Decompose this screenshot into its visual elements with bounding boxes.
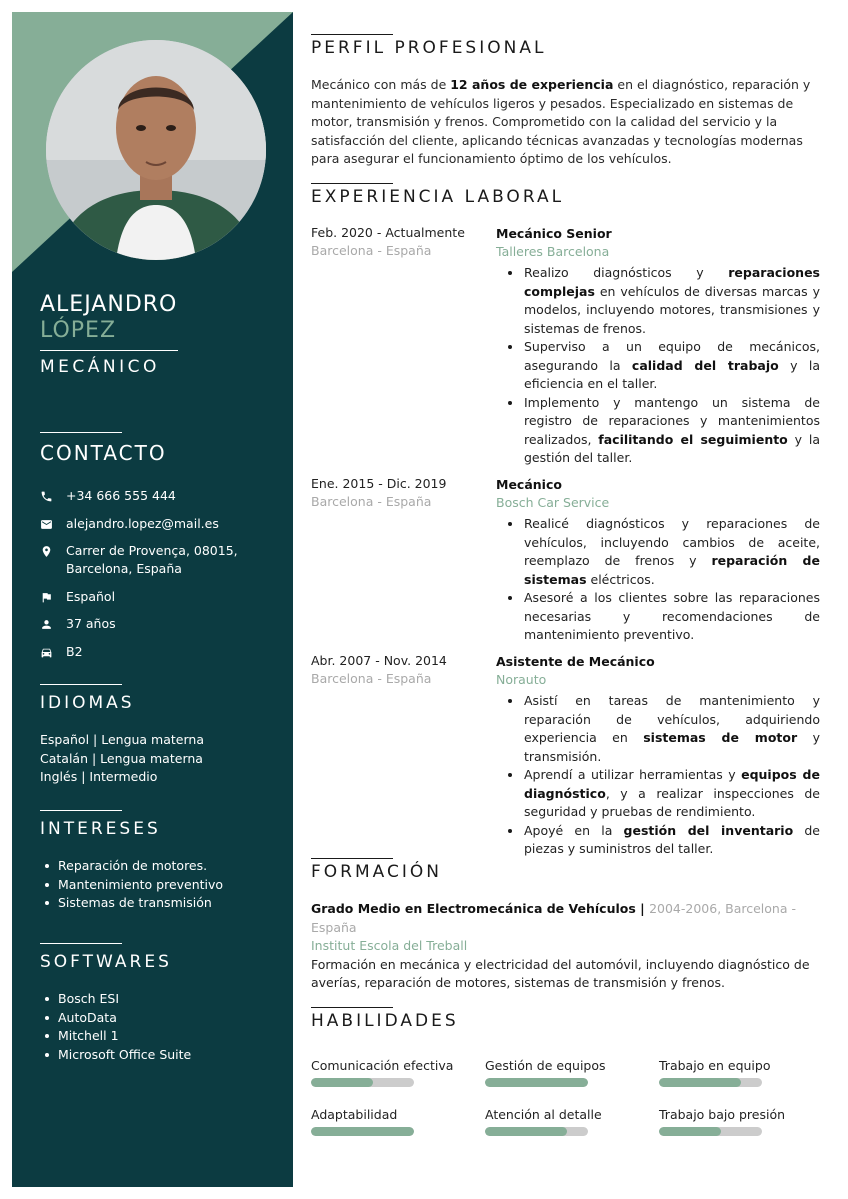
skill-item xyxy=(311,1107,471,1136)
contact-section xyxy=(40,432,285,670)
skill-label: Atención al detalle xyxy=(485,1107,602,1122)
contact-age xyxy=(40,615,285,633)
section-divider xyxy=(40,810,122,811)
first-name: ALEJANDRO xyxy=(40,292,178,317)
phone-icon xyxy=(40,487,66,503)
experience-title: EXPERIENCIA LABORAL xyxy=(311,187,565,207)
section-divider xyxy=(311,183,393,184)
job-bullet: Realicé diagnósticos y reparaciones de vehículos, incluyendo cambios de aceite, reemplazo de frenos y reparación de sistemas eléctricos. xyxy=(496,515,820,589)
education-date-location: 2004-2006, Barcelona - España xyxy=(311,901,796,935)
job-bullet: Apoyé en la gestión del inventario de piezas y suministros del taller. xyxy=(496,822,820,859)
interest-item: Mantenimiento preventivo xyxy=(40,876,285,895)
skill-item xyxy=(485,1107,645,1136)
job-location: Barcelona - España xyxy=(311,243,432,258)
skill-bar-track xyxy=(659,1078,762,1087)
education-title: FORMACIÓN xyxy=(311,862,442,882)
section-divider xyxy=(40,684,122,685)
software-item: Microsoft Office Suite xyxy=(40,1046,285,1065)
job-title: Mecánico xyxy=(496,477,562,492)
profile-title: PERFIL PROFESIONAL xyxy=(311,38,547,58)
school-name: Institut Escola del Treball xyxy=(311,938,468,953)
job-location: Barcelona - España xyxy=(311,671,432,686)
location-pin-icon xyxy=(40,542,66,558)
skill-bar-fill xyxy=(311,1127,414,1136)
degree-separator: | xyxy=(635,901,650,916)
contact-license xyxy=(40,643,285,661)
skill-bar-fill xyxy=(659,1127,721,1136)
software-title: SOFTWARES xyxy=(40,952,172,972)
sidebar xyxy=(12,12,293,1187)
skills-title: HABILIDADES xyxy=(311,1011,459,1031)
software-item: AutoData xyxy=(40,1009,285,1028)
job-bullet: Implemento y mantengo un sistema de registro de reparaciones y mantenimientos realizados, facilitando el seguimiento y la gestión del taller. xyxy=(496,394,820,468)
education-description: Formación en mecánica y electricidad del automóvil, incluyendo diagnóstico de averías, reparación de motores, sistemas de transmisión y frenos. xyxy=(311,956,810,990)
name-block xyxy=(40,292,280,377)
person-icon xyxy=(40,615,66,631)
skill-bar-fill xyxy=(311,1078,373,1087)
section-divider xyxy=(311,1007,393,1008)
skill-bar-track xyxy=(485,1127,588,1136)
language-item: Inglés | Intermedio xyxy=(40,769,158,785)
job-company: Bosch Car Service xyxy=(496,495,610,510)
profile-text: Mecánico con más de xyxy=(311,77,451,92)
job-bullet: Asistí en tareas de mantenimiento y reparación de vehículos, adquiriendo experiencia en sistemas de motor y transmisión. xyxy=(496,692,820,766)
degree-name: Grado Medio en Electromecánica de Vehículos xyxy=(311,901,636,916)
license-text: B2 xyxy=(66,643,83,659)
skill-item xyxy=(659,1058,819,1087)
skill-item xyxy=(311,1058,471,1087)
skill-bar-fill xyxy=(659,1078,741,1087)
languages-section xyxy=(40,684,285,787)
interests-section xyxy=(40,810,285,913)
email-text: alejandro.lopez@mail.es xyxy=(66,515,219,531)
job-bullet: Realizo diagnósticos y reparaciones complejas en vehículos de diversas marcas y modelos, incluyendo motores, transmisiones y sistemas de frenos. xyxy=(496,264,820,338)
software-section xyxy=(40,943,285,1065)
job-date: Feb. 2020 - Actualmente xyxy=(311,225,465,240)
software-item: Mitchell 1 xyxy=(40,1027,285,1046)
language-item: Catalán | Lengua materna xyxy=(40,750,203,766)
job-location: Barcelona - España xyxy=(311,494,432,509)
skill-bar-fill xyxy=(485,1127,567,1136)
skill-bar-track xyxy=(485,1078,588,1087)
job-bullet: Aprendí a utilizar herramientas y equipos de diagnóstico, y a realizar inspecciones de seguridad y pruebas de rendimiento. xyxy=(496,766,820,822)
interest-item: Reparación de motores. xyxy=(40,857,285,876)
job-company: Talleres Barcelona xyxy=(496,244,610,259)
address-text: Carrer de Provença, 08015, Barcelona, España xyxy=(66,543,238,576)
job-role: MECÁNICO xyxy=(40,357,160,377)
car-icon xyxy=(40,643,66,659)
languages-title: IDIOMAS xyxy=(40,693,135,713)
job-company: Norauto xyxy=(496,672,547,687)
job-date: Abr. 2007 - Nov. 2014 xyxy=(311,653,447,668)
profile-photo xyxy=(46,40,266,260)
interest-item: Sistemas de transmisión xyxy=(40,894,285,913)
job-bullet: Superviso a un equipo de mecánicos, asegurando la calidad del trabajo y la eficiencia en el taller. xyxy=(496,338,820,394)
education-entry xyxy=(311,900,823,993)
skill-label: Comunicación efectiva xyxy=(311,1058,454,1073)
contact-phone xyxy=(40,487,285,505)
job-title: Asistente de Mecánico xyxy=(496,654,655,669)
skill-bar-track xyxy=(311,1127,414,1136)
skill-bar-fill xyxy=(485,1078,588,1087)
section-divider xyxy=(40,432,122,433)
job-date: Ene. 2015 - Dic. 2019 xyxy=(311,476,447,491)
skill-label: Trabajo bajo presión xyxy=(659,1107,786,1122)
skill-label: Adaptabilidad xyxy=(311,1107,398,1122)
skill-bar-track xyxy=(659,1127,762,1136)
profile-summary xyxy=(311,76,823,169)
section-divider xyxy=(311,858,393,859)
skill-item xyxy=(659,1107,819,1136)
language-item: Español | Lengua materna xyxy=(40,732,204,747)
contact-address xyxy=(40,542,285,578)
contact-nationality xyxy=(40,588,285,606)
job-title: Mecánico Senior xyxy=(496,226,612,241)
mail-icon xyxy=(40,515,66,531)
interests-title: INTERESES xyxy=(40,819,161,839)
phone-text: +34 666 555 444 xyxy=(66,488,176,503)
software-item: Bosch ESI xyxy=(40,990,285,1009)
flag-icon xyxy=(40,588,66,604)
section-divider xyxy=(40,943,122,944)
contact-email xyxy=(40,515,285,533)
skill-label: Gestión de equipos xyxy=(485,1058,606,1073)
age-text: 37 años xyxy=(66,616,116,631)
skill-item xyxy=(485,1058,645,1087)
profile-highlight: 12 años de experiencia xyxy=(450,77,614,92)
contact-title: CONTACTO xyxy=(40,441,167,465)
job-bullet: Asesoré a los clientes sobre las reparaciones necesarias y recomendaciones de mantenimiento preventivo. xyxy=(496,589,820,645)
skill-label: Trabajo en equipo xyxy=(659,1058,771,1073)
nationality-text: Español xyxy=(66,588,116,604)
name-divider xyxy=(40,350,178,351)
last-name: LÓPEZ xyxy=(40,318,117,343)
profile-text: en el diagnóstico, reparación y mantenimiento de vehículos ligeros y pesados. Especializado en sistemas de motor, transmisión y frenos. Comprometido con la calidad del servicio y la satisfacción del cliente, aplicando técnicas avanzadas y tecnologías modernas para asegurar el funcionamiento óptimo de los vehículos. xyxy=(311,77,811,167)
skill-bar-track xyxy=(311,1078,414,1087)
section-divider xyxy=(311,34,393,35)
